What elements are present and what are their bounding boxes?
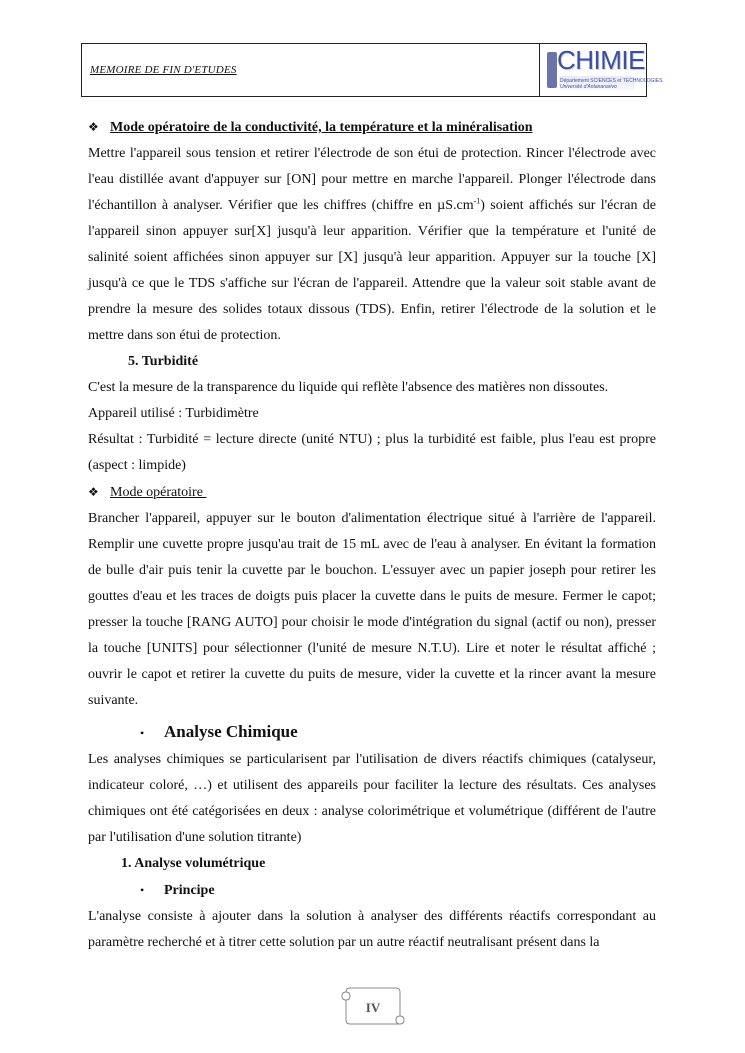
paragraph-conductivite: Mettre l'appareil sous tension et retirer l'électrode de son étui de protection. Rincer l'électrode avec l'eau distillée avant d'appuyer sur [ON] pour mettre en marche l'appareil. Plonger l'électrode dans l'échantillon à analyser. Vérifier que les chiffres (chiffre en $\mu S.cm^{-1}$) soient affichés sur l'écran de l'appareil sinon appuyer sur[X] jusqu'à leur apparition. Vérifier que la température et l'unité de salinité soient affichées sinon appuyer sur [X] jusqu'à leur apparition. Appuyer sur la touche [X] jusqu'à ce que le TDS s'affiche sur l'écran de l'appareil. Attendre que la valeur soit stable avant de prendre la mesure des solides totaux dissous (TDS). Enfin, retirer l'électrode de la solution et le mettre dans son étui de protection. <box>88 146 656 343</box>
heading-text: Mode opératoire de la conductivité, la température et la minéralisation <box>110 120 533 135</box>
paragraph-resultat: Résultat : Turbidité = lecture directe (unité NTU) ; plus la turbidité est faible, plus l'eau est propre (aspect : limpide) <box>88 432 656 473</box>
heading-text: Principe <box>164 883 215 898</box>
diamond-bullet-icon: ❖ <box>88 485 99 499</box>
chimie-logo <box>547 45 663 92</box>
paragraph-mode-operatoire: Brancher l'appareil, appuyer sur le bouton d'alimentation électrique situé à l'arrière de l'appareil. Remplir une cuvette propre jusqu'au trait de 15 mL avec de l'eau à analyser. En évitant la formation de bulle d'air puis tenir la cuvette par le bouchon. L'essuyer avec un papier joseph pour retirer les gouttes d'eau et les traces de doigts puis placer la cuvette dans le puits de mesure. Fermer le capot; presser la touche [RANG AUTO] pour choisir le mode d'intégration du signal (actif ou non), presser la touche [UNITS] pour sélectionner (l'unité de mesure N.T.U). Lire et noter le résultat affiché ; ouvrir le capot et retirer la cuvette du puits de mesure, vider la cuvette et la rincer avant la mesure suivante. <box>88 511 656 708</box>
round-bullet-icon: • <box>140 883 145 897</box>
page-header <box>81 43 663 97</box>
page-footer <box>338 984 408 1026</box>
section-conductivite-heading <box>88 114 656 141</box>
heading-text: Mode opératoire <box>110 485 207 500</box>
logo-university: Université d'Antananarivo <box>560 84 617 90</box>
diamond-bullet-icon: ❖ <box>88 120 99 134</box>
logo-subtitle: Département SCIENCES et TECHNOLOGIES <box>560 78 663 84</box>
paragraph-turbidite-def: C'est la mesure de la transparence du liquide qui reflète l'absence des matières non dissoutes. <box>88 380 609 395</box>
round-bullet-icon: • <box>140 726 145 740</box>
header-title: MEMOIRE DE FIN D'ETUDES <box>90 64 237 76</box>
section-analyse-volumetrique-heading: 1. Analyse volumétrique <box>121 856 266 871</box>
section-mode-operatoire-heading <box>88 479 656 506</box>
heading-text: Analyse Chimique <box>164 722 298 741</box>
section-turbidite-heading: 5. Turbidité <box>128 354 199 369</box>
logo-side-bar <box>547 52 557 88</box>
paragraph-principe: L'analyse consiste à ajouter dans la solution à analyser des différents réactifs correspondant au paramètre recherché et à titrer cette solution par un autre réactif neutralisant présent dans la <box>88 909 656 950</box>
paragraph-analyse-chimique: Les analyses chimiques se particularisent par l'utilisation de divers réactifs chimiques (catalyseur, indicateur coloré, …) et utilisent des appareils pour faciliter la lecture des résultats. Ces analyses chimiques ont été catégorisées en deux : analyse colorimétrique et volumétrique (différent de l'autre par l'utilisation d'une solution titrante) <box>88 752 656 845</box>
document-body <box>88 114 656 956</box>
section-analyse-chimique-heading <box>88 718 656 747</box>
logo-word: CHIMIE <box>557 45 645 75</box>
paragraph-appareil: Appareil utilisé : Turbidimètre <box>88 406 259 421</box>
header-logo-cell <box>539 44 663 96</box>
principe-heading <box>88 877 656 904</box>
page-number: IV <box>365 1000 381 1015</box>
